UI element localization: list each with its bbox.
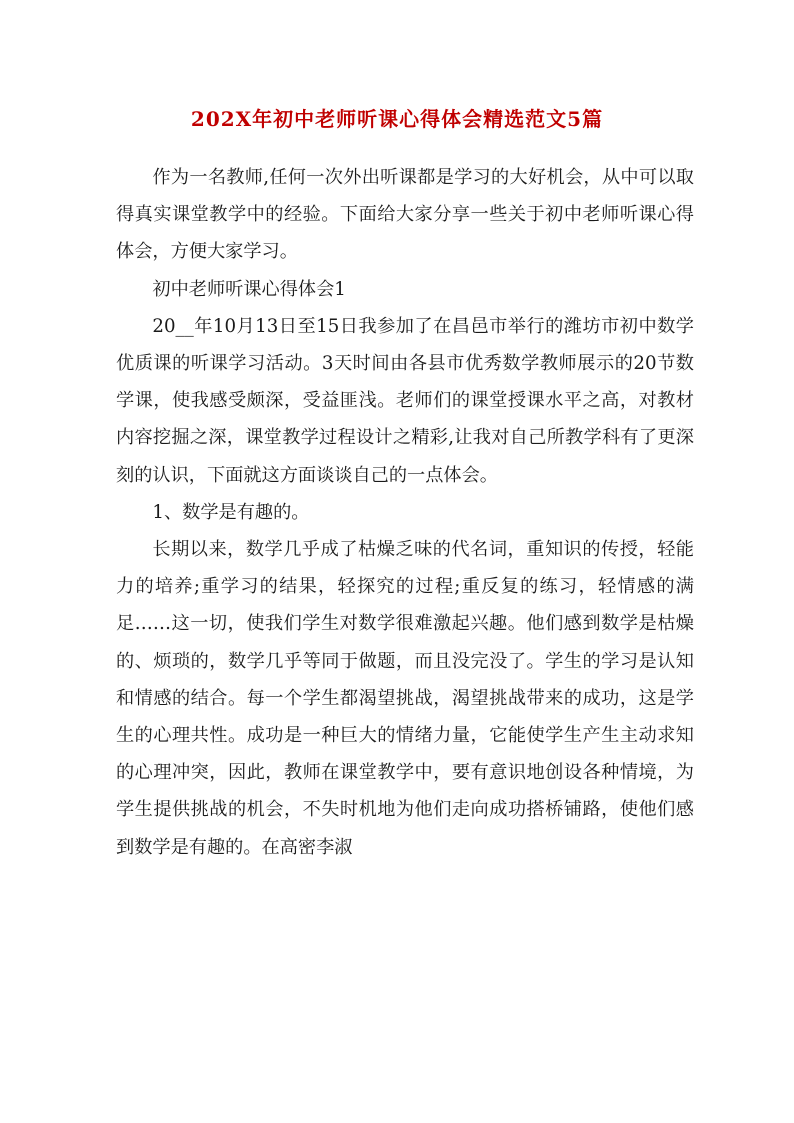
intro-paragraph: 作为一名教师,任何一次外出听课都是学习的大好机会，从中可以取得真实课堂教学中的经验。下面给大家分享一些关于初中老师听课心得体会，方便大家学习。: [116, 167, 694, 263]
subsection-heading: 1、数学是有趣的。: [152, 501, 310, 523]
document-body: [116, 159, 694, 866]
body-paragraph: 20__年10月13日至15日我参加了在昌邑市举行的潍坊市初中数学优质课的听课学习活动。3天时间由各县市优秀数学教师展示的20节数学课，使我感受颇深，受益匪浅。老师们的课堂授课水平之高，对教材内容挖掘之深，课堂教学过程设计之精彩,让我对自己所教学科有了更深刻的认识，下面就这方面谈谈自己的一点体会。: [116, 315, 694, 486]
section-heading: 初中老师听课心得体会1: [152, 278, 346, 300]
body-paragraph: 长期以来，数学几乎成了枯燥乏味的代名词，重知识的传授，轻能力的培养;重学习的结果，轻探究的过程;重反复的练习，轻情感的满足……这一切，使我们学生对数学很难激起兴趣。他们感到数学是枯燥的、烦琐的，数学几乎等同于做题，而且没完没了。学生的学习是认知和情感的结合。每一个学生都渴望挑战，渴望挑战带来的成功，这是学生的心理共性。成功是一种巨大的情绪力量，它能使学生产生主动求知的心理冲突，因此，教师在课堂教学中，要有意识地创设各种情境，为学生提供挑战的机会，不失时机地为他们走向成功搭桥铺路，使他们感到数学是有趣的。在高密李淑: [116, 539, 694, 858]
document-title: 202X年初中老师听课心得体会精选范文5篇: [190, 107, 604, 131]
